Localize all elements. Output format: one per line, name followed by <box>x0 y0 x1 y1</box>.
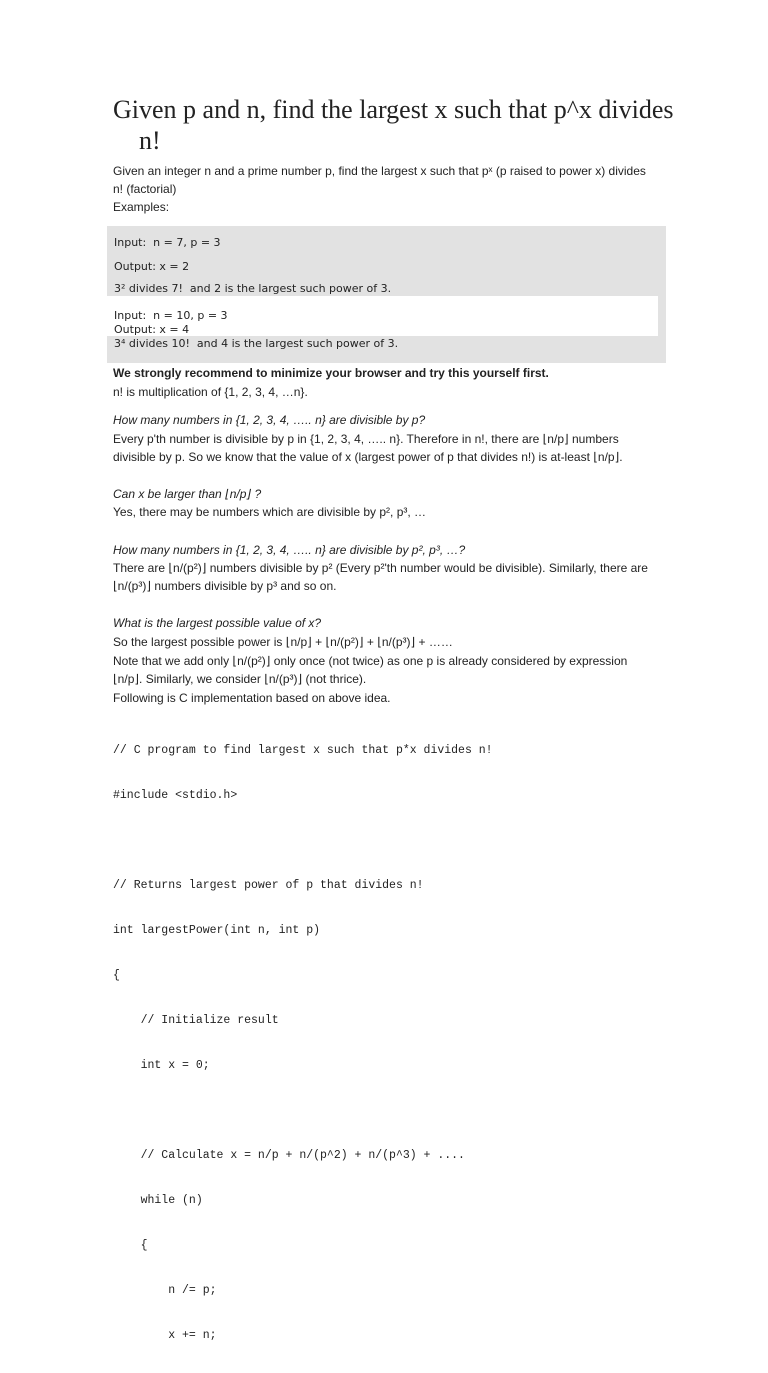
code-line <box>113 1103 493 1118</box>
examples-label: Examples: <box>113 200 170 214</box>
code-line <box>113 833 493 848</box>
code-block <box>113 713 493 1373</box>
example2-note: 3⁴ divides 10! and 4 is the largest such power of 3. <box>114 337 399 350</box>
example2-input: Input: n = 10, p = 3 <box>114 309 228 322</box>
answer-3: There are ⌊n/(p²)⌋ numbers divisible by p² (Every p²'th number would be divisible). Similarly, there are ⌊n/(p³)⌋ numbers divisible by p³ and so on. <box>113 561 648 593</box>
code-line: // Returns largest power of p that divides n! <box>113 879 424 892</box>
example2-output: Output: x = 4 <box>114 323 190 336</box>
answer-4-implementation: Following is C implementation based on above idea. <box>113 691 391 705</box>
recommendation: We strongly recommend to minimize your browser and try this yourself first. <box>113 366 549 380</box>
code-line: // C program to find largest x such that p*x divides n! <box>113 744 493 757</box>
code-line: { <box>113 969 120 982</box>
question-3: How many numbers in {1, 2, 3, 4, ….. n} are divisible by p², p³, …? <box>113 543 466 557</box>
example1-note: 3² divides 7! and 2 is the largest such power of 3. <box>114 282 392 295</box>
code-line: n /= p; <box>113 1284 217 1297</box>
code-line: // Initialize result <box>113 1014 279 1027</box>
answer-1: Every p'th number is divisible by p in {1, 2, 3, 4, ….. n}. Therefore in n!, there are ⌊n/p⌋ numbers divisible by p. So we know that the value of x (largest power of p that divides n!) is at-least ⌊n/p⌋. <box>113 432 623 464</box>
code-line: { <box>113 1239 148 1252</box>
page-title: Given p and n, find the largest x such that p^x divides n! <box>113 95 674 155</box>
code-line: int x = 0; <box>113 1059 210 1072</box>
answer-4-note: Note that we add only ⌊n/(p²)⌋ only once (not twice) as one p is already considered by expression ⌊n/p⌋. Similarly, we consider ⌊n/(p³)⌋ (not thrice). <box>113 654 628 686</box>
code-line: // Calculate x = n/p + n/(p^2) + n/(p^3) + .... <box>113 1149 465 1162</box>
answer-2: Yes, there may be numbers which are divisible by p², p³, … <box>113 505 427 519</box>
code-line: x += n; <box>113 1329 217 1342</box>
question-2: Can x be larger than ⌊n/p⌋ ? <box>113 487 262 501</box>
code-line: #include <stdio.h> <box>113 789 238 802</box>
answer-4-sum: So the largest possible power is ⌊n/p⌋ + ⌊n/(p²)⌋ + ⌊n/(p³)⌋ + …… <box>113 635 453 649</box>
example1-output: Output: x = 2 <box>114 260 190 273</box>
example1-input: Input: n = 7, p = 3 <box>114 236 221 249</box>
factorial-definition: n! is multiplication of {1, 2, 3, 4, …n}. <box>113 385 308 399</box>
question-4: What is the largest possible value of x? <box>113 616 322 630</box>
intro-paragraph: Given an integer n and a prime number p, find the largest x such that pˣ (p raised to power x) divides n! (factorial) <box>113 164 646 196</box>
question-1: How many numbers in {1, 2, 3, 4, ….. n} are divisible by p? <box>113 413 426 427</box>
code-line: while (n) <box>113 1194 203 1207</box>
code-line: int largestPower(int n, int p) <box>113 924 321 937</box>
examples-box <box>107 226 666 363</box>
